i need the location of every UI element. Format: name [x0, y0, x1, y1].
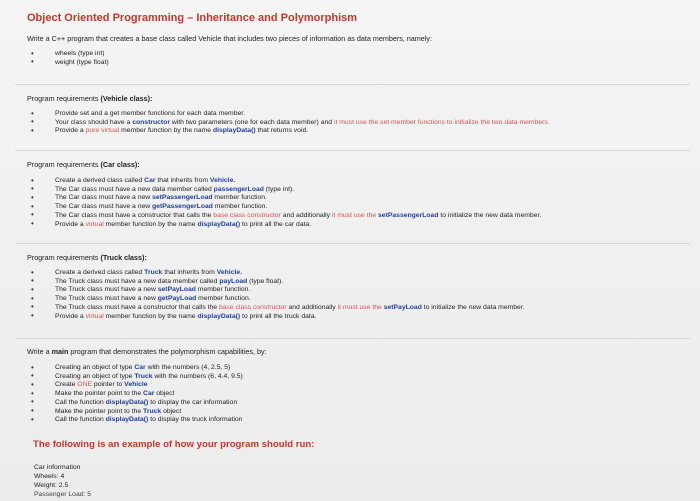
list-item: • Create a derived class called Truck that inherits from Vehicle.: [27, 269, 525, 278]
truck-requirements: [27, 269, 525, 321]
section-divider: [15, 338, 690, 339]
list-item: • The Car class must have a new setPassengerLoad member function.: [27, 194, 541, 203]
list-item: • The Car class must have a new getPassengerLoad member function.: [27, 203, 541, 212]
list-item: • Your class should have a constructor with two parameters (one for each data member) and it must use the set member functions to initialize the two data members.: [27, 119, 550, 128]
list-item: • Provide a pure virtual member function by the name displayData() that returns void.: [27, 127, 550, 136]
list-item: • The Truck class must have a new getPayLoad member function.: [27, 295, 525, 304]
list-item: • Call the function displayData() to display the truck information: [27, 416, 243, 425]
section-divider: [15, 84, 690, 85]
list-item: • The Truck class must have a new setPayLoad member function.: [27, 286, 525, 295]
car-requirements: [27, 177, 541, 229]
list-item: • The Car class must have a new data member called passengerLoad (type int).: [27, 186, 541, 195]
list-item: • The Truck class must have a new data member called payLoad (type float).: [27, 278, 525, 287]
sample-line: Weight: 2.5: [34, 482, 69, 489]
vehicle-heading: Program requirements (Vehicle class):: [27, 94, 153, 103]
vehicle-requirements: [27, 110, 550, 136]
main-heading: Write a main program that demonstrates the polymorphism capabilities, by:: [27, 347, 267, 356]
list-item: • Create a derived class called Car that inherits from Vehicle.: [27, 177, 541, 186]
sample-line: Wheels: 4: [34, 473, 65, 480]
sample-line: Car information: [34, 464, 81, 471]
truck-heading: Program requirements (Truck class):: [27, 253, 147, 262]
page-title: Object Oriented Programming – Inheritance and Polymorphism: [27, 12, 358, 24]
list-item: • The Truck class must have a constructor that calls the base class constructor and additionally it must use the setPayLoad to initialize the new data member.: [27, 304, 525, 313]
list-item: • weight (type float): [27, 59, 109, 68]
main-steps: [27, 364, 243, 425]
data-member-list: [27, 50, 109, 67]
list-item: • The Car class must have a constructor that calls the base class constructor and additionally it must use the setPassengerLoad to initialize the new data member.: [27, 212, 541, 221]
list-item: • wheels (type int): [27, 50, 109, 59]
list-item: • Call the function displayData() to display the car information: [27, 399, 243, 408]
car-heading: Program requirements (Car class):: [27, 160, 140, 169]
intro-text: Write a C++ program that creates a base class called Vehicle that includes two pieces of information as data members, namely:: [27, 34, 432, 43]
list-item: • Provide a virtual member function by the name displayData() to print all the truck data.: [27, 313, 525, 322]
list-item: • Create ONE pointer to Vehicle: [27, 381, 243, 390]
list-item: • Creating an object of type Truck with the numbers (6, 4.4, 9.5): [27, 373, 243, 382]
sample-line: Passenger Load: 5: [34, 491, 92, 498]
list-item: • Creating an object of type Car with the numbers (4, 2.5, 5): [27, 364, 243, 373]
section-divider: [15, 243, 690, 244]
section-divider: [15, 150, 690, 151]
example-heading: The following is an example of how your program should run:: [33, 439, 315, 450]
list-item: • Make the pointer point to the Truck object: [27, 408, 243, 417]
list-item: • Provide set and a get member functions for each data member.: [27, 110, 550, 119]
sample-output: [34, 463, 91, 499]
list-item: • Provide a virtual member function by the name displayData() to print all the car data.: [27, 221, 541, 230]
list-item: • Make the pointer point to the Car object: [27, 390, 243, 399]
